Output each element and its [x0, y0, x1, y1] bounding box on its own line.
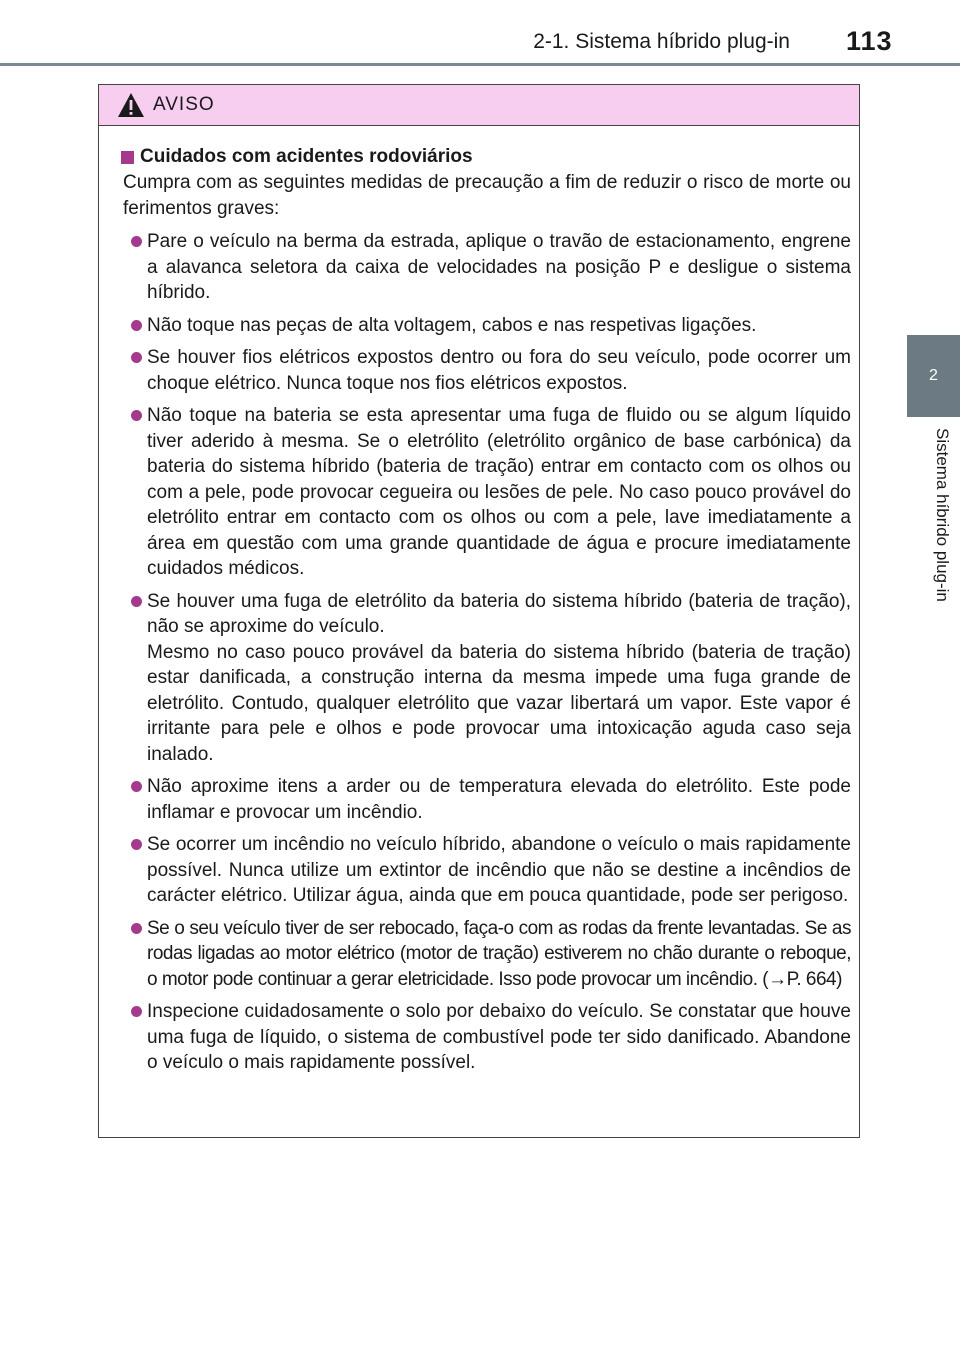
section-title: 2-1. Sistema híbrido plug-in — [533, 30, 790, 53]
bullet-dot-icon — [131, 596, 142, 607]
list-item-text: Inspecione cuidadosamente o solo por debaixo do veículo. Se constatar que houve uma fuga de líquido, o sistema de combustível pode ter sido danificado. Abandone o veículo o mais rapidamente possível. — [147, 1001, 851, 1073]
list-item — [121, 589, 851, 768]
section-heading — [121, 146, 851, 168]
warning-header — [99, 85, 859, 126]
chapter-number: 2 — [929, 367, 938, 384]
warning-label: AVISO — [153, 94, 215, 115]
list-item-text: Não toque na bateria se esta apresentar uma fuga de fluido ou se algum líquido tiver aderido à mesma. Se o eletrólito (eletrólito orgânico de base carbónica) da bateria do sistema híbrido (bateria de tração) entrar em contacto com os olhos ou com a pele, pode provocar cegueira ou lesões de pele. No caso pouco provável do eletrólito entrar em contacto com os olhos ou com a pele, lave imediatamente a área em questão com uma grande quantidade de água e procure imediatamente cuidados médicos. — [147, 405, 851, 579]
list-item — [121, 832, 851, 909]
bullet-dot-icon — [131, 923, 142, 934]
list-item — [121, 229, 851, 306]
intro-text: Cumpra com as seguintes medidas de precaução a fim de reduzir o risco de morte ou ferimentos graves: — [123, 172, 851, 219]
list-item-text: Se houver fios elétricos expostos dentro ou fora do seu veículo, pode ocorrer um choque elétrico. Nunca toque nos fios elétricos expostos. — [147, 347, 851, 394]
list-item-text: Se ocorrer um incêndio no veículo híbrido, abandone o veículo o mais rapidamente possível. Nunca utilize um extintor de incêndio que não se destine a incêndios de carácter elétrico. Utilizar água, ainda que em pouca quantidade, pode ser perigoso. — [147, 834, 851, 906]
page-number: 113 — [846, 26, 893, 56]
list-item-text: Se houver uma fuga de eletrólito da bateria do sistema híbrido (bateria de tração), não se aproxime do veículo. — [147, 590, 851, 637]
list-item-text: Não toque nas peças de alta voltagem, cabos e nas respetivas ligações. — [147, 314, 757, 336]
list-item — [121, 916, 851, 993]
list-item-text: Se o seu veículo tiver de ser rebocado, faça-o com as rodas da frente levantadas. Se as rodas ligadas ao motor elétrico (motor de tração) estiverem no chão durante o reboque, o motor pode continuar a gerar eletricidade. Isso pode provocar um incêndio. (→P. 664) — [147, 917, 851, 990]
bullet-dot-icon — [131, 1006, 142, 1017]
list-item-text: Pare o veículo na berma da estrada, aplique o travão de estacionamento, engrene a alavanca seletora da caixa de velocidades na posição P e desligue o sistema híbrido. — [147, 231, 851, 303]
list-item-text: Não aproxime itens a arder ou de temperatura elevada do eletrólito. Este pode inflamar e provocar um incêndio. — [147, 776, 851, 823]
list-item — [121, 403, 851, 582]
warning-triangle-icon — [117, 92, 145, 118]
bullet-dot-icon — [131, 410, 142, 421]
bullet-dot-icon — [131, 236, 142, 247]
bullet-dot-icon — [131, 320, 142, 331]
chapter-tab — [907, 335, 960, 417]
bullet-dot-icon — [131, 352, 142, 363]
bullet-dot-icon — [131, 839, 142, 850]
square-bullet-icon — [121, 151, 134, 164]
list-item-text-continued: Mesmo no caso pouco provável da bateria do sistema híbrido (bateria de tração) estar danificada, a construção interna da mesma impede uma fuga grande de eletrólito. Contudo, qualquer eletrólito que vazar libertará um vapor. Este vapor é irritante para pele e olhos e pode provocar uma intoxicação aguda caso seja inalado. — [147, 641, 851, 765]
list-item — [121, 313, 851, 339]
warning-box — [98, 84, 860, 1138]
list-item — [121, 774, 851, 825]
bullet-dot-icon — [131, 781, 142, 792]
header-rule — [0, 63, 960, 66]
heading-text: Cuidados com acidentes rodoviários — [140, 146, 473, 167]
chapter-label: Sistema híbrido plug-in — [933, 428, 952, 602]
list-item — [121, 999, 851, 1076]
warning-content — [99, 126, 859, 1076]
list-item — [121, 345, 851, 396]
